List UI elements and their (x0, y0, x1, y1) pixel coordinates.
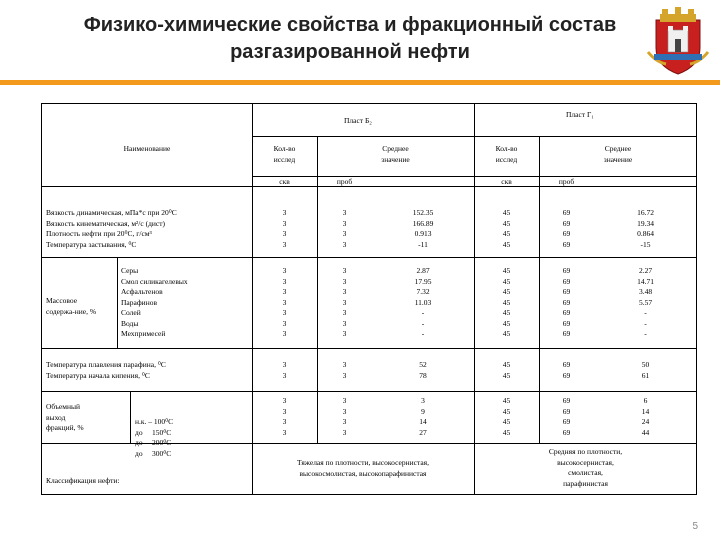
group2-sub-labels: Серы Смол силикагелевых Асфальтенов Парафинов Солей Воды Мехпримесей (121, 266, 188, 338)
slide-title (40, 12, 660, 66)
group4-g1-prob: 69 69 69 69 (562, 396, 571, 437)
properties-table (41, 103, 697, 495)
group1-g1-skv: 45 45 45 45 (502, 208, 511, 249)
group4-sub-labels: н.к. – 100⁰С до 150⁰С до 200⁰С до 300⁰С (135, 417, 174, 458)
group4-b2-avg: 3 9 14 27 (419, 396, 427, 437)
accent-bar (0, 80, 720, 85)
group1-g1-prob: 69 69 69 69 (562, 208, 571, 249)
group2-g1-prob: 69 69 69 69 69 69 69 (562, 266, 571, 338)
header-g1-sredn: Среднее значение (603, 144, 633, 164)
header-b2-kolvo: Кол-во исслед (273, 144, 296, 164)
header-g1-prob: проб (558, 177, 575, 186)
group2-b2-avg: 2.87 17.95 7.32 11.03 - - - (414, 266, 432, 338)
group3-g1-skv: 45 45 (502, 360, 511, 380)
group2-main-label: Массовое содержа-ние, % (46, 296, 97, 316)
group3-b2-prob: 3 3 (342, 360, 347, 380)
group3-g1-avg: 50 61 (641, 360, 650, 380)
header-g1-skv: скв (501, 177, 512, 186)
header-b2-sredn: Среднее значение (381, 144, 410, 164)
group2-b2-prob: 3 3 3 3 3 3 3 (342, 266, 347, 338)
header-b2-prob: проб (336, 177, 353, 186)
header-b2-skv: скв (279, 177, 290, 186)
classification-b2: Тяжелая по плотности, высокосернистая, высокосмолистая, высокопарафинистая (297, 458, 429, 478)
title-line-1: Физико-химические свойства и фракционный состав (83, 14, 617, 36)
group4-g1-avg: 6 14 24 44 (641, 396, 650, 437)
coat-of-arms-logo (646, 6, 710, 76)
group3-b2-avg: 52 78 (419, 360, 427, 380)
group2-g1-skv: 45 45 45 45 45 45 45 (502, 266, 511, 338)
group4-main-label: Объемный выход фракций, % (46, 402, 84, 432)
group1-b2-prob: 3 3 3 3 (342, 208, 347, 249)
header-plast-b2: Пласт Б₂ (344, 116, 372, 125)
group3-g1-prob: 69 69 (562, 360, 571, 380)
group2-g1-avg: 2.27 14.71 3.48 5.57 - - - (637, 266, 654, 338)
group4-g1-skv: 45 45 45 45 (502, 396, 511, 437)
header-plast-g1: Пласт Г₁ (566, 110, 594, 119)
group3-labels: Температура плавления парафина, ⁰С Температура начала кипения, ⁰С (46, 360, 166, 380)
page-number: 5 (692, 521, 698, 532)
title-line-2: разгазированной нефти (230, 41, 470, 63)
group1-b2-skv: 3 3 3 3 (282, 208, 287, 249)
group4-b2-prob: 3 3 3 3 (342, 396, 347, 437)
group1-g1-avg: 16.72 19.34 0.864 -15 (637, 208, 654, 249)
header-g1-kolvo: Кол-во исслед (495, 144, 518, 164)
header-naimenovanie: Наименование (123, 144, 171, 153)
classification-g1: Средняя по плотности, высокосернистая, смолистая, парафинистая (548, 447, 623, 488)
group1-labels: Вязкость динамическая, мПа*с при 20⁰С Вязкость кинематическая, м²/с (дист) Плотность нефти при 20⁰С, г/см³ Температура застывания, ⁰С (46, 208, 177, 249)
group2-b2-skv: 3 3 3 3 3 3 3 (282, 266, 287, 338)
group1-b2-avg: 152.35 166.89 0.913 -11 (412, 208, 434, 249)
group3-b2-skv: 3 3 (282, 360, 287, 380)
group4-b2-skv: 3 3 3 3 (282, 396, 287, 437)
classification-label: Классификация нефти: (46, 476, 120, 485)
